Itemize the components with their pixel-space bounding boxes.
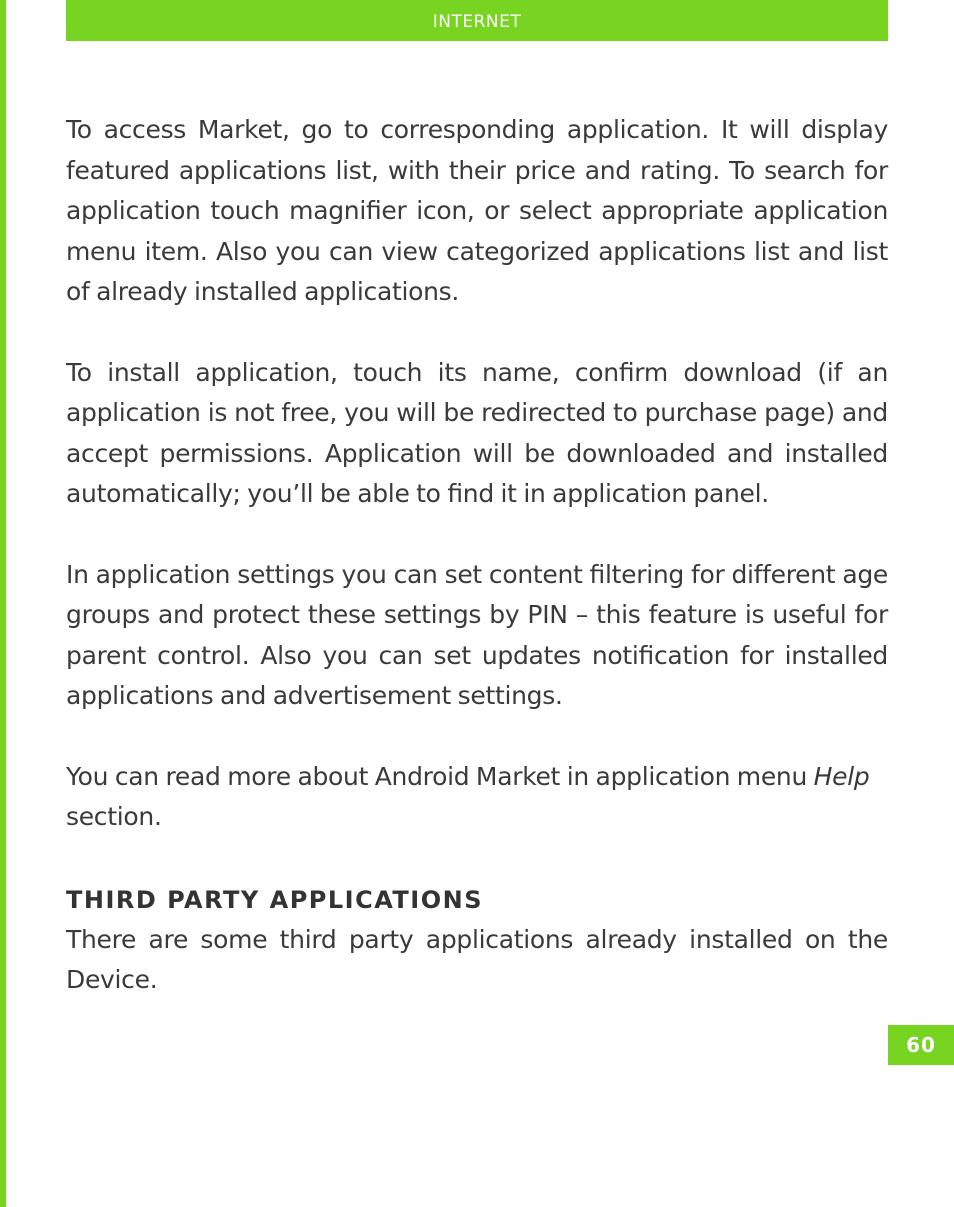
paragraph-third-party: There are some third party applications already installed on the Device. bbox=[66, 924, 888, 994]
section-header-band bbox=[66, 0, 888, 41]
page-number-tab bbox=[888, 1025, 954, 1065]
section-label: INTERNET bbox=[432, 11, 522, 32]
read-more-text: You can read more about Android Market in application menu bbox=[66, 761, 814, 791]
left-accent-rule bbox=[0, 0, 6, 1207]
help-section-name: Help bbox=[813, 761, 870, 791]
paragraph-read-more bbox=[66, 757, 888, 838]
page-number: 60 bbox=[906, 1033, 936, 1057]
paragraph-market-access: To access Market, go to corresponding application. It will display featured applications list, with their price and rating. To search for application touch magniﬁer icon, or select appropriate application menu item. Also you can view categorized applications list and list of already installed applications. bbox=[66, 115, 888, 306]
paragraph-application-settings: In application settings you can set content ﬁltering for different age groups and protect these settings by PIN – this feature is useful for parent control. Also you can set updates notiﬁcation for installed applications and advertisement settings. bbox=[66, 559, 888, 710]
paragraph-install-application: To install application, touch its name, conﬁrm download (if an application is not free, you will be redirected to purchase page) and accept permissions. Application will be downloaded and installed automatically; you’ll be able to ﬁnd it in application panel. bbox=[66, 357, 888, 508]
read-more-text-end: section. bbox=[66, 802, 162, 831]
page-content bbox=[66, 110, 888, 1041]
section-heading: THIRD PARTY APPLICATIONS bbox=[66, 885, 483, 914]
